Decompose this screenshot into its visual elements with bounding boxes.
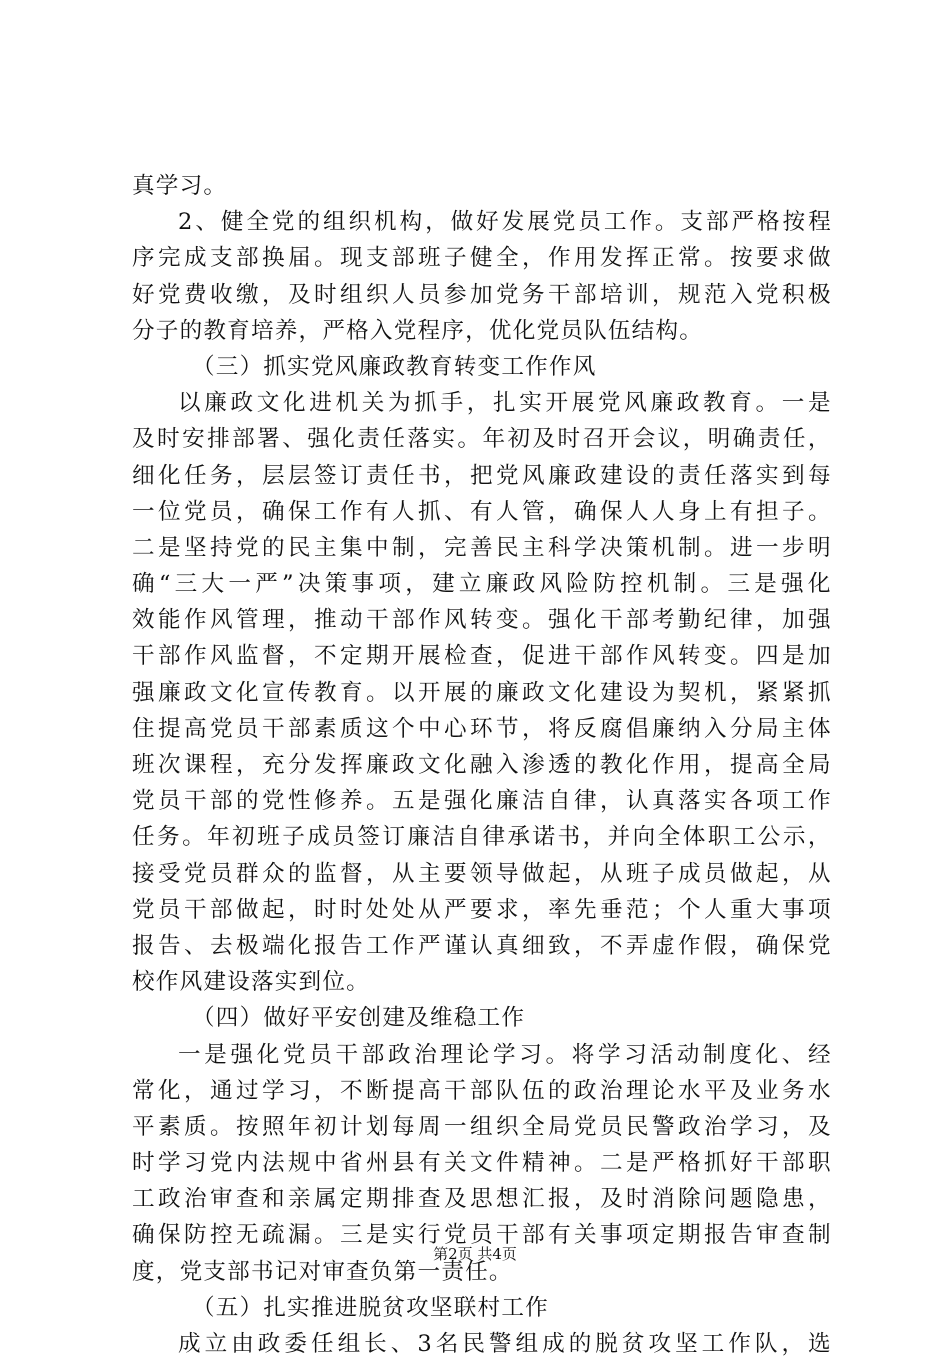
text-line: 及 时 安 排 部 署 、 强 化 责 任 落 实 。 年 初 及 时 召 开 会 议 ， 明 确 责 任 ，	[132, 426, 832, 453]
text-line: 好 党 费 收 缴 ， 及 时 组 织 人 员 参 加 党 务 干 部 培 训 ， 规 范 入 党 积 极	[132, 281, 832, 308]
text-line: 一 位 党 员 ， 确 保 工 作 有 人 抓 、 有 人 管 ， 确 保 人 人 身 上 有 担 子 。	[132, 498, 832, 525]
text-line: 时 学 习 党 内 法 规 中 省 州 县 有 关 文 件 精 神 。 二 是 严 格 抓 好 干 部 职	[132, 1150, 832, 1177]
text-line: 任 务 。 年 初 班 子 成 员 签 订 廉 洁 自 律 承 诺 书 ， 并 向 全 体 职 工 公 示 ，	[132, 824, 832, 851]
text-line: 一 是 强 化 党 员 干 部 政 治 理 论 学 习 。 将 学 习 活 动 制 度 化 、 经	[178, 1041, 832, 1068]
text-line: 分子的教育培养，严格入党程序，优化党员队伍结构。	[132, 317, 704, 344]
text-line: 细 化 任 务 ， 层 层 签 订 责 任 书 ， 把 党 风 廉 政 建 设 的 责 任 落 实 到 每	[132, 462, 832, 489]
text-line: 住 提 高 党 员 干 部 素 质 这 个 中 心 环 节 ， 将 反 腐 倡 廉 纳 入 分 局 主 体	[132, 715, 832, 742]
text-line: 成 立 由 政 委 任 组 长 、 3 名 民 警 组 成 的 脱 贫 攻 坚 工 作 队 ， 选	[178, 1331, 832, 1357]
text-line: （四）做好平安创建及维稳工作	[192, 1005, 526, 1032]
text-line: 干 部 作 风 监 督 ， 不 定 期 开 展 检 查 ， 促 进 干 部 作 风 转 变 。 四 是 加	[132, 643, 832, 670]
text-line: 确 “ 三 大 一 严 ” 决 策 事 项 ， 建 立 廉 政 风 险 防 控 机 制 。 三 是 强 化	[132, 571, 832, 598]
text-line: 度，党支部书记对审查负第一责任。	[132, 1258, 513, 1285]
text-line: 报 告 、 去 极 端 化 报 告 工 作 严 谨 认 真 细 致 ， 不 弄 虚 作 假 ， 确 保 党	[132, 932, 832, 959]
text-line: 党 员 干 部 做 起 ， 时 时 处 处 从 严 要 求 ， 率 先 垂 范 ； 个 人 重 大 事 项	[132, 896, 832, 923]
text-line: 真学习。	[132, 173, 228, 199]
text-line: 二 是 坚 持 党 的 民 主 集 中 制 ， 完 善 民 主 科 学 决 策 机 制 。 进 一 步 明	[132, 534, 832, 561]
page-footer: 第2页 共4页	[433, 1245, 517, 1263]
text-line: 常 化 ， 通 过 学 习 ， 不 断 提 高 干 部 队 伍 的 政 治 理 论 水 平 及 业 务 水	[132, 1077, 832, 1104]
text-line: 以 廉 政 文 化 进 机 关 为 抓 手 ， 扎 实 开 展 党 风 廉 政 教 育 。 一 是	[178, 390, 832, 417]
text-line: 平 素 质 。 按 照 年 初 计 划 每 周 一 组 织 全 局 党 员 民 警 政 治 学 习 ， 及	[132, 1113, 832, 1140]
document-body	[132, 168, 832, 1362]
text-line: 校作风建设落实到位。	[132, 969, 370, 996]
text-line: 党 员 干 部 的 党 性 修 养 。 五 是 强 化 廉 洁 自 律 ， 认 真 落 实 各 项 工 作	[132, 788, 832, 815]
text-line: 工 政 治 审 查 和 亲 属 定 期 排 查 及 思 想 汇 报 ， 及 时 消 除 问 题 隐 患 ，	[132, 1186, 832, 1213]
text-line: 强 廉 政 文 化 宣 传 教 育 。 以 开 展 的 廉 政 文 化 建 设 为 契 机 ， 紧 紧 抓	[132, 679, 832, 706]
text-line: 序 完 成 支 部 换 届 。 现 支 部 班 子 健 全 ， 作 用 发 挥 正 常 。 按 要 求 做	[132, 245, 832, 272]
text-line: （三）抓实党风廉政教育转变工作作风	[192, 353, 597, 380]
text-line: 接 受 党 员 群 众 的 监 督 ， 从 主 要 领 导 做 起 ， 从 班 子 成 员 做 起 ， 从	[132, 860, 832, 887]
text-line: 效 能 作 风 管 理 ， 推 动 干 部 作 风 转 变 。 强 化 干 部 考 勤 纪 律 ， 加 强	[132, 607, 832, 634]
text-line: 2 、 健 全 党 的 组 织 机 构 ， 做 好 发 展 党 员 工 作 。 支 部 严 格 按 程	[178, 209, 832, 236]
text-line: （五）扎实推进脱贫攻坚联村工作	[192, 1294, 549, 1321]
text-line: 确 保 防 控 无 疏 漏 。 三 是 实 行 党 员 干 部 有 关 事 项 定 期 报 告 审 查 制	[132, 1222, 832, 1249]
text-line: 班 次 课 程 ， 充 分 发 挥 廉 政 文 化 融 入 渗 透 的 教 化 作 用 ， 提 高 全 局	[132, 752, 832, 778]
